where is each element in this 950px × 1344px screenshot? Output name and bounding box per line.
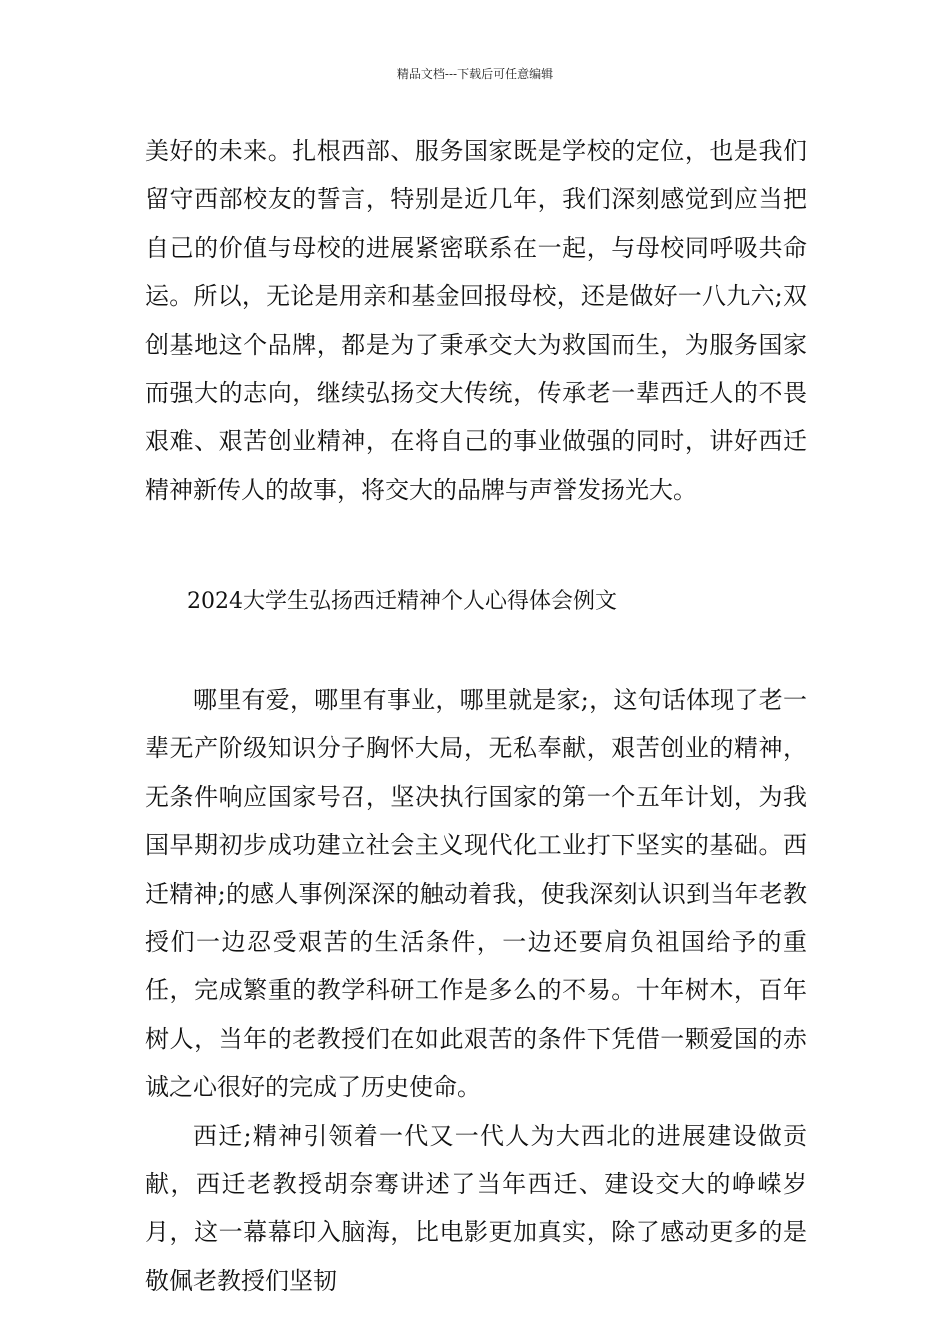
page-header: 精品文档---下载后可任意编辑 [396,67,554,81]
top-text-block [145,127,807,514]
paragraph: 西迁;精神引领着一代又一代人为大西北的进展建设做贡献，西迁老教授胡奈骞讲述了当年西迁、建设交大的峥嵘岁月，这一幕幕印入脑海，比电影更加真实，除了感动更多的是敬佩老教授们坚韧 [145,1121,807,1295]
paragraph: 哪里有爱，哪里有事业，哪里就是家;，这句话体现了老一辈无产阶级知识分子胸怀大局，无私奉献，艰苦创业的精神，无条件响应国家号召，坚决执行国家的第一个五年计划，为我国早期初步成功建立社会主义现代化工业打下坚实的基础。西迁精神;的感人事例深深的触动着我，使我深刻认识到当年老教授们一边忍受艰苦的生活条件，一边还要肩负祖国给予的重任，完成繁重的教学科研工作是多么的不易。十年树木，百年树人，当年的老教授们在如此艰苦的条件下凭借一颗爱国的赤诚之心很好的完成了历史使命。 [145,686,807,1102]
paragraph: 美好的未来。扎根西部、服务国家既是学校的定位，也是我们留守西部校友的誓言，特别是近几年，我们深刻感觉到应当把自己的价值与母校的进展紧密联系在一起，与母校同呼吸共命运。所以，无论是用亲和基金回报母校，还是做好一八九六;双创基地这个品牌，都是为了秉承交大为救国而生，为服务国家而强大的志向，继续弘扬交大传统，传承老一辈西迁人的不畏艰难、艰苦创业精神，在将自己的事业做强的同时，讲好西迁精神新传人的故事，将交大的品牌与声誉发扬光大。 [145,137,807,504]
bottom-text-block [145,676,807,1305]
section-title: 2024大学生弘扬西迁精神个人心得体会例文 [187,589,617,614]
